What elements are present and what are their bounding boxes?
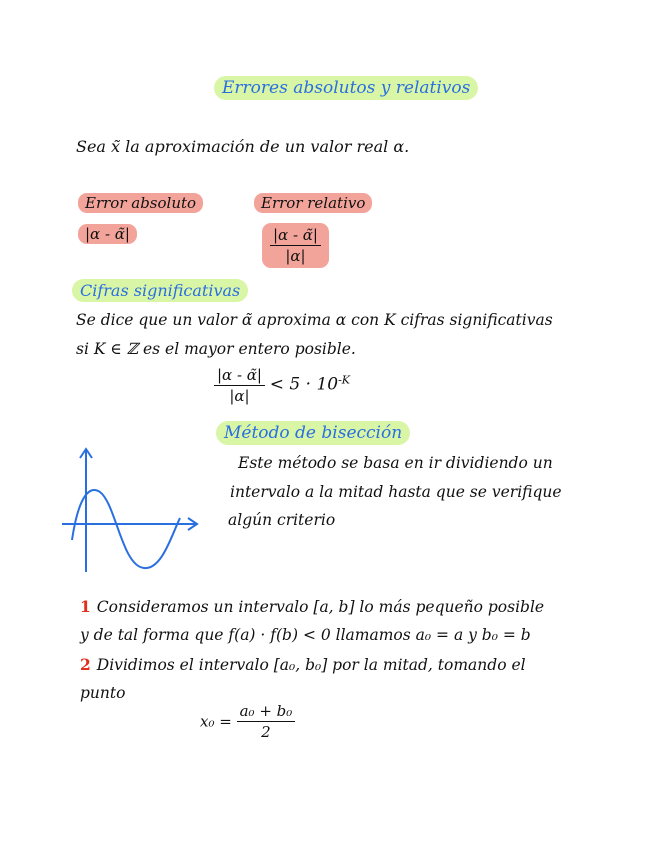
step-1-number: 1 [80,597,91,616]
error-relativo-label: Error relativo [254,193,372,213]
x0-formula [200,702,295,741]
error-absoluto-formula: |α - α̃| [78,224,137,244]
error-relativo-formula [262,223,329,268]
cifras-numerator: |α - α̃| [214,366,265,386]
x0-denominator: 2 [261,723,271,741]
step-1 [80,597,544,616]
cifras-line1: Se dice que un valor α̃ aproxima α con K cifras significativas [76,311,553,329]
error-relativo-denominator: |α| [285,247,306,265]
page-title: Errores absolutos y relativos [214,76,478,100]
cifras-formula [214,366,350,405]
step-2-number: 2 [80,655,91,674]
bisection-graph-icon [56,444,206,576]
step-1-line2: y de tal forma que f(a) · f(b) < 0 llamamos a₀ = a y b₀ = b [80,626,531,644]
cifras-exponent: -K [338,373,351,387]
cifras-denominator: |α| [229,387,250,405]
error-relativo-numerator: |α - α̃| [270,226,321,246]
step-2 [80,655,526,674]
biseccion-heading: Método de bisección [216,421,410,445]
step-2-text: Dividimos el intervalo [a₀, b₀] por la mitad, tomando el [96,656,526,674]
step-2-line2: punto [80,684,126,702]
function-curve [72,490,180,568]
x0-lhs: x₀ = [200,712,232,731]
x0-numerator: a₀ + b₀ [237,702,296,722]
cifras-rhs: < 5 · 10 [269,374,339,395]
step-1-text: Consideramos un intervalo [a, b] lo más pequeño posible [96,598,545,616]
biseccion-line2: intervalo a la mitad hasta que se verifique [230,483,562,501]
cifras-line2: si K ∈ ℤ es el mayor entero posible. [76,340,356,358]
biseccion-line1: Este método se basa en ir dividiendo un [238,454,553,472]
cifras-heading: Cifras significativas [72,279,248,302]
intro-text: Sea x̃ la aproximación de un valor real α. [76,137,410,156]
error-absoluto-label: Error absoluto [78,193,203,213]
biseccion-line3: algún criterio [228,511,336,529]
